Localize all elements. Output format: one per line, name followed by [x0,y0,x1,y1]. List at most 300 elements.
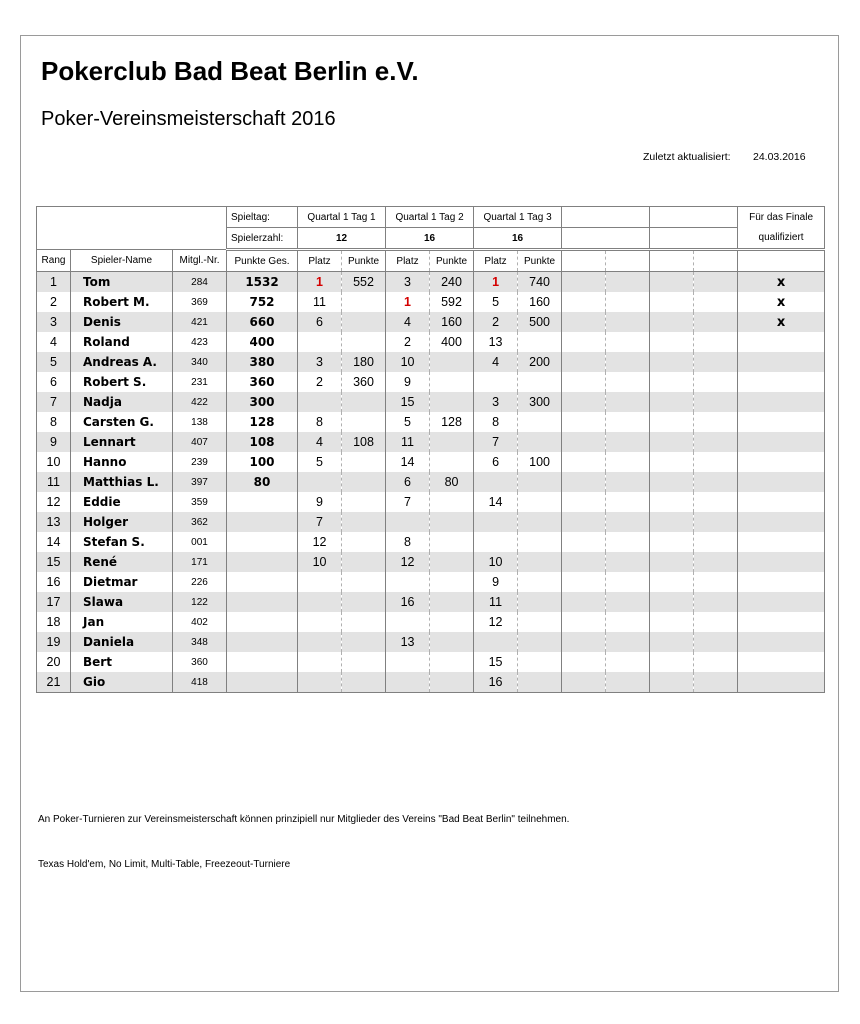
day2-name: Quartal 1 Tag 2 [386,207,474,228]
day5-place-cell [650,672,694,693]
day5-points-cell [694,392,738,412]
day1-name: Quartal 1 Tag 1 [298,207,386,228]
day5-place-cell [650,632,694,652]
day5-place-cell [650,332,694,352]
day5-place-cell [650,352,694,372]
qualified-cell [738,632,825,652]
member-number-cell: 359 [173,492,227,512]
day4-name [562,207,650,228]
day1-place-cell: 8 [298,412,342,432]
table-row [37,472,825,492]
rang-cell: 2 [37,292,71,312]
day4-points-cell [606,412,650,432]
rang-cell: 3 [37,312,71,332]
day4-points-cell [606,572,650,592]
day1-points-cell [342,452,386,472]
table-row [37,572,825,592]
player-name-cell: Matthias L. [71,472,173,492]
col-d1-punkte: Punkte [342,250,386,272]
day3-points-cell [518,492,562,512]
day1-place-cell: 11 [298,292,342,312]
player-name-cell: Lennart [71,432,173,452]
day2-points-cell [430,392,474,412]
day5-place-cell [650,292,694,312]
day5-points-cell [694,312,738,332]
day3-points-cell [518,672,562,693]
total-points-cell [227,572,298,592]
qualified-cell [738,452,825,472]
day3-place-cell: 15 [474,652,518,672]
day1-place-cell: 7 [298,512,342,532]
col-d3-punkte: Punkte [518,250,562,272]
member-number-cell: 348 [173,632,227,652]
player-name-cell: Nadja [71,392,173,412]
rang-cell: 17 [37,592,71,612]
day4-points-cell [606,332,650,352]
table-row [37,392,825,412]
day1-points-cell [342,472,386,492]
game-format-note: Texas Hold'em, No Limit, Multi-Table, Freezeout-Turniere [38,859,291,870]
total-points-cell [227,632,298,652]
day4-place-cell [562,612,606,632]
day2-points-cell: 400 [430,332,474,352]
qualified-cell [738,432,825,452]
day2-points-cell [430,532,474,552]
day1-points-cell [342,312,386,332]
day2-points-cell [430,492,474,512]
member-number-cell: 340 [173,352,227,372]
day4-points-cell [606,512,650,532]
day2-points-cell [430,432,474,452]
day1-place-cell [298,672,342,693]
day1-points-cell [342,672,386,693]
qualified-cell [738,612,825,632]
day4-place-cell [562,512,606,532]
day3-place-cell: 5 [474,292,518,312]
total-points-cell: 380 [227,352,298,372]
day2-points-cell [430,352,474,372]
day2-place-cell: 14 [386,452,430,472]
day3-place-cell: 1 [474,272,518,293]
day5-place-cell [650,652,694,672]
member-number-cell: 407 [173,432,227,452]
day5-points-cell [694,652,738,672]
day4-place-cell [562,492,606,512]
day5-place-cell [650,592,694,612]
qualified-cell: x [738,292,825,312]
rang-cell: 1 [37,272,71,293]
total-points-cell: 400 [227,332,298,352]
day5-place-cell [650,572,694,592]
day2-points-cell: 592 [430,292,474,312]
day3-points-cell [518,612,562,632]
player-name-cell: Eddie [71,492,173,512]
qualified-cell [738,412,825,432]
member-number-cell: 360 [173,652,227,672]
header-blank [37,207,227,250]
day4-place-cell [562,652,606,672]
day3-place-cell: 16 [474,672,518,693]
table-row [37,292,825,312]
day1-place-cell: 3 [298,352,342,372]
day5-points-cell [694,292,738,312]
day1-place-cell [298,592,342,612]
day3-place-cell [474,372,518,392]
day5-points-cell [694,612,738,632]
day4-points-cell [606,352,650,372]
member-number-cell: 421 [173,312,227,332]
rang-cell: 14 [37,532,71,552]
rang-cell: 8 [37,412,71,432]
qualified-cell [738,492,825,512]
day2-place-cell: 13 [386,632,430,652]
day1-place-cell: 9 [298,492,342,512]
qualified-cell [738,512,825,532]
day5-place-cell [650,432,694,452]
table-row [37,372,825,392]
day5-place-cell [650,312,694,332]
player-name-cell: Robert M. [71,292,173,312]
day1-place-cell: 12 [298,532,342,552]
day2-points-cell: 80 [430,472,474,492]
table-row [37,592,825,612]
rang-cell: 18 [37,612,71,632]
rang-cell: 9 [37,432,71,452]
spieltag-label: Spieltag: [227,207,298,228]
qualified-cell [738,372,825,392]
day4-points-cell [606,652,650,672]
day5-points-cell [694,412,738,432]
day5-points-cell [694,572,738,592]
table-row [37,272,825,293]
col-d4-punkte [606,250,650,272]
day1-place-cell [298,632,342,652]
member-number-cell: 122 [173,592,227,612]
day4-points-cell [606,452,650,472]
day4-points-cell [606,632,650,652]
rang-cell: 15 [37,552,71,572]
rang-cell: 19 [37,632,71,652]
finale-line2: qualifiziert [738,228,825,250]
day5-place-cell [650,472,694,492]
day4-place-cell [562,472,606,492]
col-d3-platz: Platz [474,250,518,272]
day3-place-cell [474,472,518,492]
col-d4-platz [562,250,606,272]
player-name-cell: Hanno [71,452,173,472]
total-points-cell: 660 [227,312,298,332]
day2-place-cell: 15 [386,392,430,412]
col-mitgl: Mitgl.-Nr. [173,250,227,272]
updated-date: 24.03.2016 [753,151,806,163]
day4-points-cell [606,372,650,392]
day2-points-cell [430,372,474,392]
day1-place-cell [298,472,342,492]
day4-place-cell [562,272,606,293]
day2-place-cell: 7 [386,492,430,512]
day3-place-cell: 4 [474,352,518,372]
qualified-cell: x [738,312,825,332]
day1-points-cell [342,632,386,652]
day2-place-cell [386,512,430,532]
day2-place-cell: 9 [386,372,430,392]
day1-points-cell [342,592,386,612]
day4-points-cell [606,392,650,412]
table-row [37,612,825,632]
player-name-cell: René [71,552,173,572]
player-name-cell: Andreas A. [71,352,173,372]
rang-cell: 5 [37,352,71,372]
day4-place-cell [562,592,606,612]
table-row [37,432,825,452]
col-d2-platz: Platz [386,250,430,272]
day2-points-cell [430,612,474,632]
day1-points-cell: 108 [342,432,386,452]
day4-points-cell [606,552,650,572]
day1-points-cell: 552 [342,272,386,293]
day3-points-cell [518,432,562,452]
table-row [37,352,825,372]
col-total: Punkte Ges. [227,250,298,272]
player-name-cell: Bert [71,652,173,672]
total-points-cell [227,652,298,672]
total-points-cell: 80 [227,472,298,492]
day3-players: 16 [474,228,562,250]
day4-place-cell [562,532,606,552]
member-number-cell: 362 [173,512,227,532]
day2-place-cell [386,672,430,693]
col-rang: Rang [37,250,71,272]
table-row [37,452,825,472]
header-row-spieltag [37,207,825,228]
total-points-cell [227,512,298,532]
day2-place-cell: 3 [386,272,430,293]
table-row [37,512,825,532]
day4-points-cell [606,272,650,293]
championship-subtitle: Poker-Vereinsmeisterschaft 2016 [41,108,336,130]
col-d1-platz: Platz [298,250,342,272]
total-points-cell [227,672,298,693]
total-points-cell: 1532 [227,272,298,293]
day5-place-cell [650,412,694,432]
table-row [37,412,825,432]
day4-points-cell [606,432,650,452]
day4-points-cell [606,292,650,312]
day2-place-cell [386,612,430,632]
col-d5-platz [650,250,694,272]
day1-place-cell: 6 [298,312,342,332]
player-name-cell: Dietmar [71,572,173,592]
day4-place-cell [562,672,606,693]
membership-note: An Poker-Turnieren zur Vereinsmeisterschaft können prinzipiell nur Mitglieder des Vereins "Bad Beat Berlin" teilnehmen. [38,814,570,825]
day1-place-cell [298,332,342,352]
day4-points-cell [606,592,650,612]
day5-place-cell [650,552,694,572]
day3-place-cell: 6 [474,452,518,472]
qualified-cell [738,392,825,412]
day4-points-cell [606,532,650,552]
day2-points-cell [430,552,474,572]
member-number-cell: 422 [173,392,227,412]
day5-points-cell [694,672,738,693]
total-points-cell [227,592,298,612]
day3-place-cell [474,512,518,532]
day3-place-cell: 3 [474,392,518,412]
day1-players: 12 [298,228,386,250]
day3-place-cell [474,532,518,552]
day3-points-cell [518,632,562,652]
total-points-cell: 300 [227,392,298,412]
day4-points-cell [606,312,650,332]
day5-players [650,228,738,250]
day1-place-cell: 5 [298,452,342,472]
updated-label: Zuletzt aktualisiert: [643,151,731,163]
table-row [37,312,825,332]
spielerzahl-label: Spielerzahl: [227,228,298,250]
qualified-cell: x [738,272,825,293]
day3-points-cell [518,372,562,392]
day3-place-cell: 9 [474,572,518,592]
day3-points-cell [518,552,562,572]
rang-cell: 12 [37,492,71,512]
day1-points-cell [342,552,386,572]
total-points-cell [227,492,298,512]
qualified-cell [738,672,825,693]
day4-place-cell [562,392,606,412]
rang-cell: 21 [37,672,71,693]
day3-place-cell: 7 [474,432,518,452]
day1-points-cell [342,292,386,312]
table-row [37,532,825,552]
day3-points-cell: 200 [518,352,562,372]
day5-points-cell [694,332,738,352]
member-number-cell: 171 [173,552,227,572]
finale-line1: Für das Finale [738,207,825,228]
day3-points-cell [518,412,562,432]
total-points-cell: 100 [227,452,298,472]
day4-points-cell [606,612,650,632]
qualified-cell [738,552,825,572]
day3-place-cell: 14 [474,492,518,512]
day4-points-cell [606,472,650,492]
day2-place-cell [386,652,430,672]
member-number-cell: 397 [173,472,227,492]
day2-points-cell [430,512,474,532]
player-name-cell: Slawa [71,592,173,612]
total-points-cell: 108 [227,432,298,452]
total-points-cell: 128 [227,412,298,432]
day2-place-cell: 6 [386,472,430,492]
qualified-cell [738,572,825,592]
day1-points-cell [342,412,386,432]
day3-points-cell [518,332,562,352]
day4-place-cell [562,572,606,592]
player-name-cell: Holger [71,512,173,532]
day4-place-cell [562,372,606,392]
day1-points-cell [342,612,386,632]
column-header-row [37,250,825,272]
day1-place-cell [298,612,342,632]
day2-place-cell: 16 [386,592,430,612]
member-number-cell: 423 [173,332,227,352]
club-title: Pokerclub Bad Beat Berlin e.V. [41,56,419,86]
day3-points-cell: 160 [518,292,562,312]
day3-place-cell: 10 [474,552,518,572]
day3-points-cell: 300 [518,392,562,412]
col-d5-punkte [694,250,738,272]
player-name-cell: Carsten G. [71,412,173,432]
day5-place-cell [650,372,694,392]
rang-cell: 4 [37,332,71,352]
day3-place-cell [474,632,518,652]
day5-points-cell [694,452,738,472]
day1-place-cell: 2 [298,372,342,392]
day1-place-cell [298,392,342,412]
total-points-cell [227,532,298,552]
day2-points-cell: 160 [430,312,474,332]
day3-points-cell [518,472,562,492]
day5-place-cell [650,392,694,412]
day2-place-cell: 2 [386,332,430,352]
day2-place-cell [386,572,430,592]
member-number-cell: 402 [173,612,227,632]
rang-cell: 7 [37,392,71,412]
table-row [37,552,825,572]
member-number-cell: 239 [173,452,227,472]
day1-points-cell: 180 [342,352,386,372]
standings-table [36,206,825,693]
rang-cell: 20 [37,652,71,672]
table-row [37,492,825,512]
member-number-cell: 226 [173,572,227,592]
day1-place-cell: 4 [298,432,342,452]
day2-place-cell: 1 [386,292,430,312]
member-number-cell: 231 [173,372,227,392]
qualified-cell [738,532,825,552]
day5-place-cell [650,492,694,512]
day3-points-cell [518,652,562,672]
player-name-cell: Denis [71,312,173,332]
day1-place-cell [298,652,342,672]
player-name-cell: Roland [71,332,173,352]
rang-cell: 13 [37,512,71,532]
day5-points-cell [694,352,738,372]
day5-place-cell [650,512,694,532]
day4-place-cell [562,412,606,432]
day1-points-cell [342,572,386,592]
day5-points-cell [694,552,738,572]
rang-cell: 11 [37,472,71,492]
player-name-cell: Gio [71,672,173,693]
day4-place-cell [562,452,606,472]
day2-place-cell: 8 [386,532,430,552]
day1-points-cell [342,392,386,412]
player-name-cell: Daniela [71,632,173,652]
day5-points-cell [694,592,738,612]
day3-points-cell [518,512,562,532]
day2-points-cell [430,592,474,612]
day2-points-cell [430,452,474,472]
total-points-cell [227,552,298,572]
qualified-cell [738,332,825,352]
col-name: Spieler-Name [71,250,173,272]
day2-points-cell [430,652,474,672]
day5-points-cell [694,512,738,532]
day4-points-cell [606,492,650,512]
day3-place-cell: 11 [474,592,518,612]
member-number-cell: 369 [173,292,227,312]
day2-players: 16 [386,228,474,250]
